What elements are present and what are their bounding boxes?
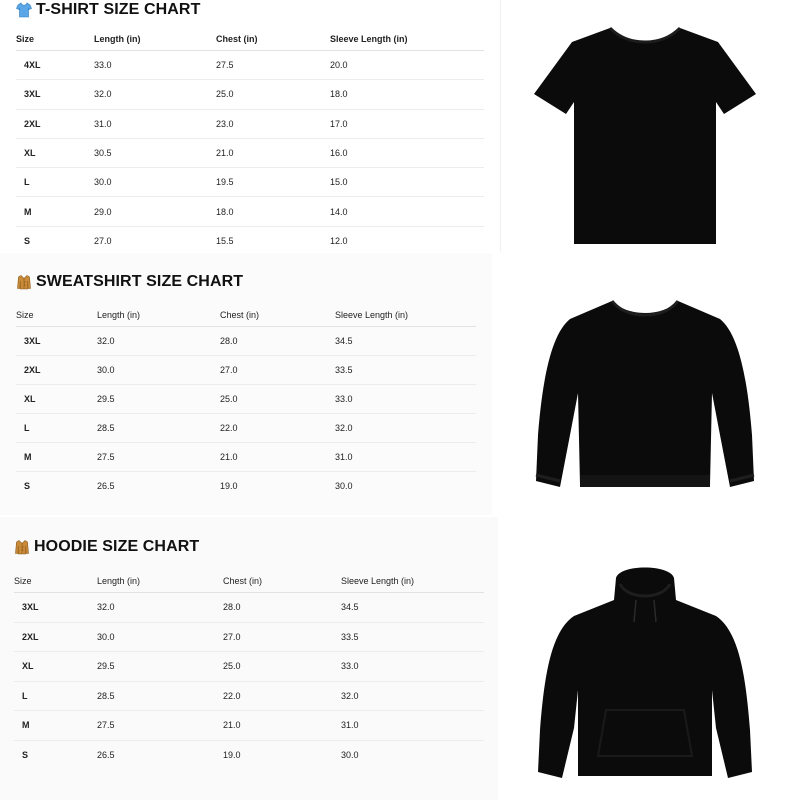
chest-cell: 28.0 xyxy=(223,593,341,623)
chest-cell: 21.0 xyxy=(223,711,341,741)
column-header: Length (in) xyxy=(97,570,223,593)
chest-cell: 25.0 xyxy=(216,80,330,109)
chest-cell: 19.0 xyxy=(220,472,335,501)
sleeve-cell: 33.5 xyxy=(335,356,476,385)
black-t-shirt-image xyxy=(520,14,768,252)
tshirt-size-table xyxy=(16,28,484,256)
column-header: Chest (in) xyxy=(216,28,330,51)
size-cell: L xyxy=(16,414,97,443)
sleeve-cell: 34.5 xyxy=(341,593,484,623)
table-row xyxy=(16,226,484,255)
sleeve-cell: 33.0 xyxy=(341,652,484,682)
sleeve-cell: 14.0 xyxy=(330,197,484,226)
size-cell: 3XL xyxy=(14,593,97,623)
sweatshirt-chart-title-text: SWEATSHIRT SIZE CHART xyxy=(36,273,244,290)
table-row xyxy=(14,593,484,623)
length-cell: 30.0 xyxy=(97,622,223,652)
table-row xyxy=(16,51,484,80)
table-row xyxy=(14,622,484,652)
chest-cell: 27.0 xyxy=(220,356,335,385)
sleeve-cell: 30.0 xyxy=(335,472,476,501)
size-cell: M xyxy=(16,443,97,472)
length-cell: 32.0 xyxy=(97,593,223,623)
size-cell: M xyxy=(16,197,94,226)
chest-cell: 27.5 xyxy=(216,51,330,80)
table-row xyxy=(16,138,484,167)
size-cell: M xyxy=(14,711,97,741)
size-cell: 4XL xyxy=(16,51,94,80)
table-row xyxy=(14,681,484,711)
sweatshirt-size-chart-panel xyxy=(0,253,492,515)
sleeve-cell: 18.0 xyxy=(330,80,484,109)
chest-cell: 25.0 xyxy=(223,652,341,682)
sleeve-cell: 33.0 xyxy=(335,385,476,414)
table-row xyxy=(16,414,476,443)
length-cell: 32.0 xyxy=(94,80,216,109)
length-cell: 29.5 xyxy=(97,385,220,414)
chest-cell: 21.0 xyxy=(216,138,330,167)
size-cell: 3XL xyxy=(16,327,97,356)
chest-cell: 15.5 xyxy=(216,226,330,255)
length-cell: 26.5 xyxy=(97,472,220,501)
table-row xyxy=(16,385,476,414)
sleeve-cell: 12.0 xyxy=(330,226,484,255)
size-cell: S xyxy=(16,472,97,501)
table-row xyxy=(16,197,484,226)
sleeve-cell: 17.0 xyxy=(330,109,484,138)
column-header: Size xyxy=(16,304,97,327)
tshirt-size-chart-panel xyxy=(0,0,501,252)
size-cell: L xyxy=(14,681,97,711)
chest-cell: 21.0 xyxy=(220,443,335,472)
size-cell: 2XL xyxy=(14,622,97,652)
length-cell: 27.5 xyxy=(97,711,223,741)
sleeve-cell: 20.0 xyxy=(330,51,484,80)
length-cell: 30.0 xyxy=(94,168,216,197)
hoodie-size-table xyxy=(14,570,484,770)
black-hoodie-image xyxy=(520,560,770,790)
table-row xyxy=(16,168,484,197)
chest-cell: 19.5 xyxy=(216,168,330,197)
coat-emoji-icon xyxy=(14,539,30,555)
sweatshirt-size-table xyxy=(16,304,476,501)
black-sweatshirt-image xyxy=(520,285,770,515)
table-header-row xyxy=(16,28,484,51)
hoodie-size-chart-panel xyxy=(0,517,498,800)
size-cell: 2XL xyxy=(16,356,97,385)
size-cell: 2XL xyxy=(16,109,94,138)
column-header: Sleeve Length (in) xyxy=(335,304,476,327)
column-header: Chest (in) xyxy=(223,570,341,593)
tshirt-chart-title xyxy=(16,1,200,19)
column-header: Sleeve Length (in) xyxy=(341,570,484,593)
table-row xyxy=(14,711,484,741)
sleeve-cell: 31.0 xyxy=(335,443,476,472)
coat-emoji-icon xyxy=(16,274,32,290)
sleeve-cell: 32.0 xyxy=(335,414,476,443)
length-cell: 32.0 xyxy=(97,327,220,356)
size-cell: XL xyxy=(16,138,94,167)
column-header: Length (in) xyxy=(94,28,216,51)
sleeve-cell: 30.0 xyxy=(341,740,484,770)
length-cell: 26.5 xyxy=(97,740,223,770)
chest-cell: 25.0 xyxy=(220,385,335,414)
tshirt-chart-title-text: T-SHIRT SIZE CHART xyxy=(36,1,201,18)
size-cell: 3XL xyxy=(16,80,94,109)
sleeve-cell: 34.5 xyxy=(335,327,476,356)
chest-cell: 28.0 xyxy=(220,327,335,356)
size-cell: XL xyxy=(16,385,97,414)
table-row xyxy=(16,327,476,356)
chest-cell: 22.0 xyxy=(220,414,335,443)
table-header-row xyxy=(14,570,484,593)
length-cell: 31.0 xyxy=(94,109,216,138)
length-cell: 33.0 xyxy=(94,51,216,80)
size-cell: S xyxy=(16,226,94,255)
sleeve-cell: 15.0 xyxy=(330,168,484,197)
column-header: Sleeve Length (in) xyxy=(330,28,484,51)
size-cell: S xyxy=(14,740,97,770)
length-cell: 29.5 xyxy=(97,652,223,682)
table-row xyxy=(16,109,484,138)
table-row xyxy=(16,443,476,472)
column-header: Length (in) xyxy=(97,304,220,327)
column-header: Size xyxy=(16,28,94,51)
t-shirt-emoji-icon xyxy=(16,2,32,18)
size-cell: L xyxy=(16,168,94,197)
sweatshirt-chart-title xyxy=(16,273,243,291)
sleeve-cell: 33.5 xyxy=(341,622,484,652)
sleeve-cell: 16.0 xyxy=(330,138,484,167)
column-header: Chest (in) xyxy=(220,304,335,327)
length-cell: 28.5 xyxy=(97,681,223,711)
table-row xyxy=(14,652,484,682)
length-cell: 30.5 xyxy=(94,138,216,167)
hoodie-chart-title-text: HOODIE SIZE CHART xyxy=(34,538,200,555)
length-cell: 29.0 xyxy=(94,197,216,226)
length-cell: 30.0 xyxy=(97,356,220,385)
table-row xyxy=(16,472,476,501)
hoodie-chart-title xyxy=(14,538,199,556)
chest-cell: 18.0 xyxy=(216,197,330,226)
chest-cell: 22.0 xyxy=(223,681,341,711)
table-row xyxy=(14,740,484,770)
size-cell: XL xyxy=(14,652,97,682)
table-row xyxy=(16,356,476,385)
column-header: Size xyxy=(14,570,97,593)
length-cell: 27.5 xyxy=(97,443,220,472)
sleeve-cell: 32.0 xyxy=(341,681,484,711)
table-header-row xyxy=(16,304,476,327)
chest-cell: 23.0 xyxy=(216,109,330,138)
sleeve-cell: 31.0 xyxy=(341,711,484,741)
chest-cell: 19.0 xyxy=(223,740,341,770)
length-cell: 28.5 xyxy=(97,414,220,443)
table-row xyxy=(16,80,484,109)
chest-cell: 27.0 xyxy=(223,622,341,652)
length-cell: 27.0 xyxy=(94,226,216,255)
